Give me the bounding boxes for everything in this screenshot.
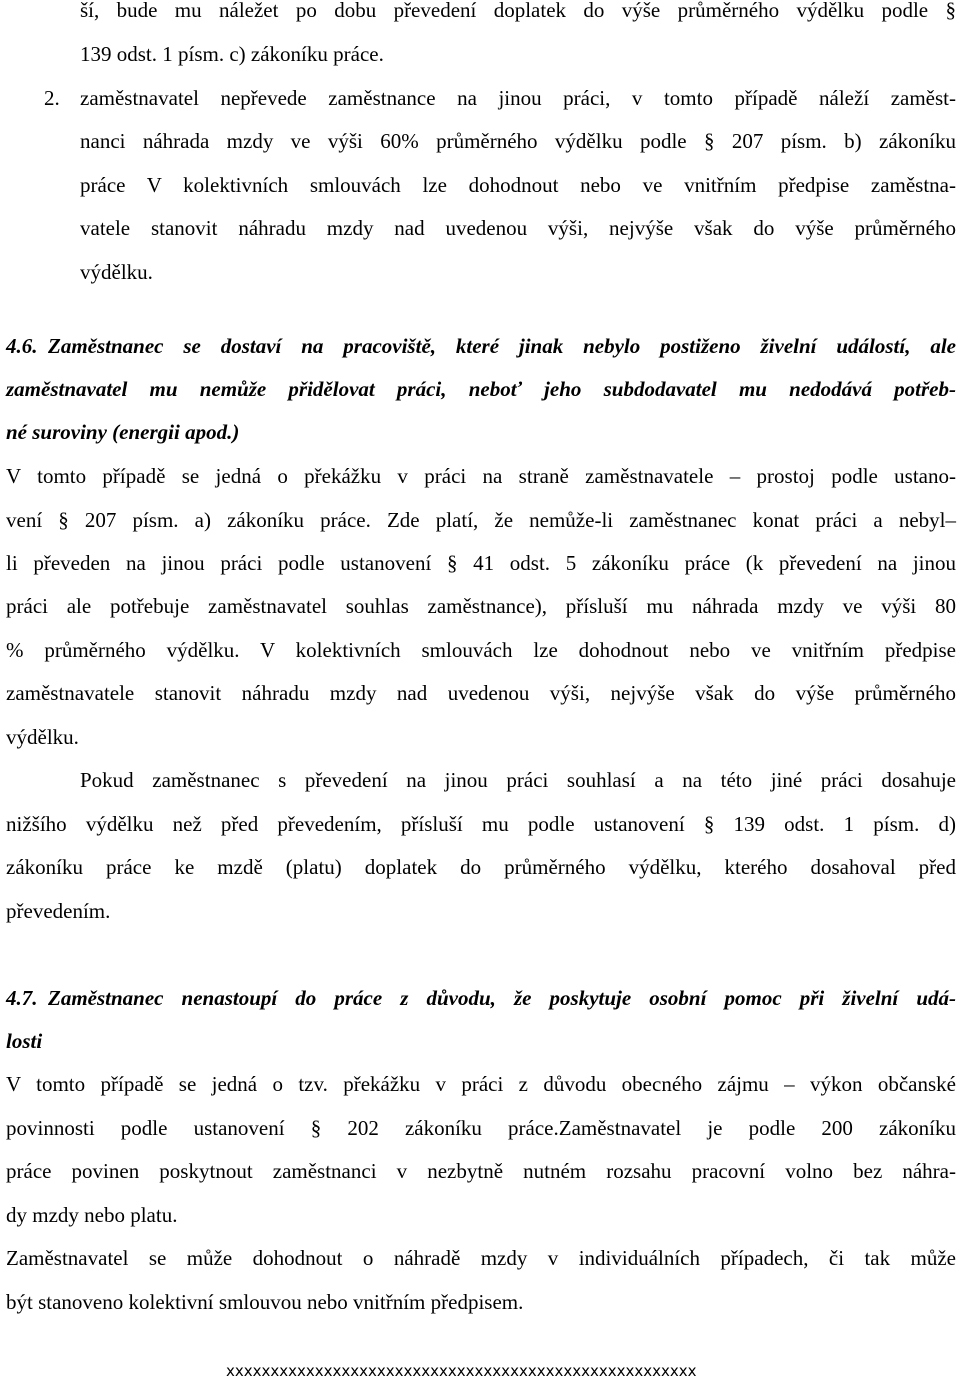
paragraph-line: nižšího výdělku než před převedením, přísluší mu podle ustanovení § 139 odst. 1 písm. d): [6, 812, 956, 836]
list-item-line: práce V kolektivních smlouvách lze dohodnout nebo ve vnitřním předpise zaměstna-: [80, 173, 956, 197]
list-continuation-line: 139 odst. 1 písm. c) zákoníku práce.: [80, 42, 384, 66]
section-heading-line: losti: [6, 1029, 43, 1053]
paragraph-line: Pokud zaměstnanec s převedení na jinou práci souhlasí a na této jiné práci dosahuje: [80, 768, 956, 792]
list-item-line: vatele stanovit náhradu mzdy nad uvedenou výši, nejvýše však do výše průměrného: [80, 216, 956, 240]
paragraph-line: zaměstnavatele stanovit náhradu mzdy nad uvedenou výši, nejvýše však do výše průměrného: [6, 681, 956, 705]
paragraph-line: li převeden na jinou práci podle ustanovení § 41 odst. 5 zákoníku práce (k převedení na jinou: [6, 551, 956, 575]
section-number: 4.6.: [6, 334, 38, 358]
section-heading-line: zaměstnavatel mu nemůže přidělovat práci, neboť jeho subdodavatel mu nedodává potřeb-: [6, 377, 956, 401]
paragraph-line: dy mzdy nebo platu.: [6, 1203, 178, 1227]
section-heading-line: Zaměstnanec se dostaví na pracoviště, které jinak nebylo postiženo živelní událostí, ale: [48, 334, 956, 358]
paragraph-line: zákoníku práce ke mzdě (platu) doplatek do průměrného výdělku, kterého dosahoval před: [6, 855, 956, 879]
section-number: 4.7.: [6, 986, 38, 1010]
paragraph-line: práci ale potřebuje zaměstnavatel souhlas zaměstnance), přísluší mu náhrada mzdy ve výši 80: [6, 594, 956, 618]
section-heading-line: né suroviny (energii apod.): [6, 420, 240, 444]
paragraph-line: povinnosti podle ustanovení § 202 zákoníku práce.Zaměstnavatel je podle 200 zákoníku: [6, 1116, 956, 1140]
list-item-line: výdělku.: [80, 260, 153, 284]
paragraph-line: převedením.: [6, 899, 111, 923]
paragraph-line: být stanoveno kolektivní smlouvou nebo vnitřním předpisem.: [6, 1290, 524, 1314]
footer-separator: xxxxxxxxxxxxxxxxxxxxxxxxxxxxxxxxxxxxxxxxxxxxxxxxxxxxx: [226, 1362, 697, 1380]
paragraph-line: Zaměstnavatel se může dohodnout o náhradě mzdy v individuálních případech, či tak může: [6, 1246, 956, 1270]
paragraph-line: vení § 207 písm. a) zákoníku práce. Zde platí, že nemůže-li zaměstnanec konat práci a nebyl–: [6, 508, 956, 532]
paragraph-line: V tomto případě se jedná o překážku v práci na straně zaměstnavatele – prostoj podle ustano-: [6, 464, 956, 488]
section-heading-line: Zaměstnanec nenastoupí do práce z důvodu, že poskytuje osobní pomoc při živelní udá-: [48, 986, 956, 1010]
paragraph-line: V tomto případě se jedná o tzv. překážku v práci z důvodu obecného zájmu – výkon občanské: [6, 1072, 956, 1096]
list-item-line: nanci náhrada mzdy ve výši 60% průměrného výdělku podle § 207 písm. b) zákoníku: [80, 129, 956, 153]
paragraph-line: výdělku.: [6, 725, 79, 749]
list-item-number: 2.: [44, 86, 60, 110]
list-continuation-line: ší, bude mu náležet po dobu převedení doplatek do výše průměrného výdělku podle §: [80, 0, 956, 22]
paragraph-line: práce povinen poskytnout zaměstnanci v nezbytně nutném rozsahu pracovní volno bez náhra-: [6, 1159, 956, 1183]
list-item-line: zaměstnavatel nepřevede zaměstnance na jinou práci, v tomto případě náleží zaměst-: [80, 86, 956, 110]
paragraph-line: % průměrného výdělku. V kolektivních smlouvách lze dohodnout nebo ve vnitřním předpise: [6, 638, 956, 662]
